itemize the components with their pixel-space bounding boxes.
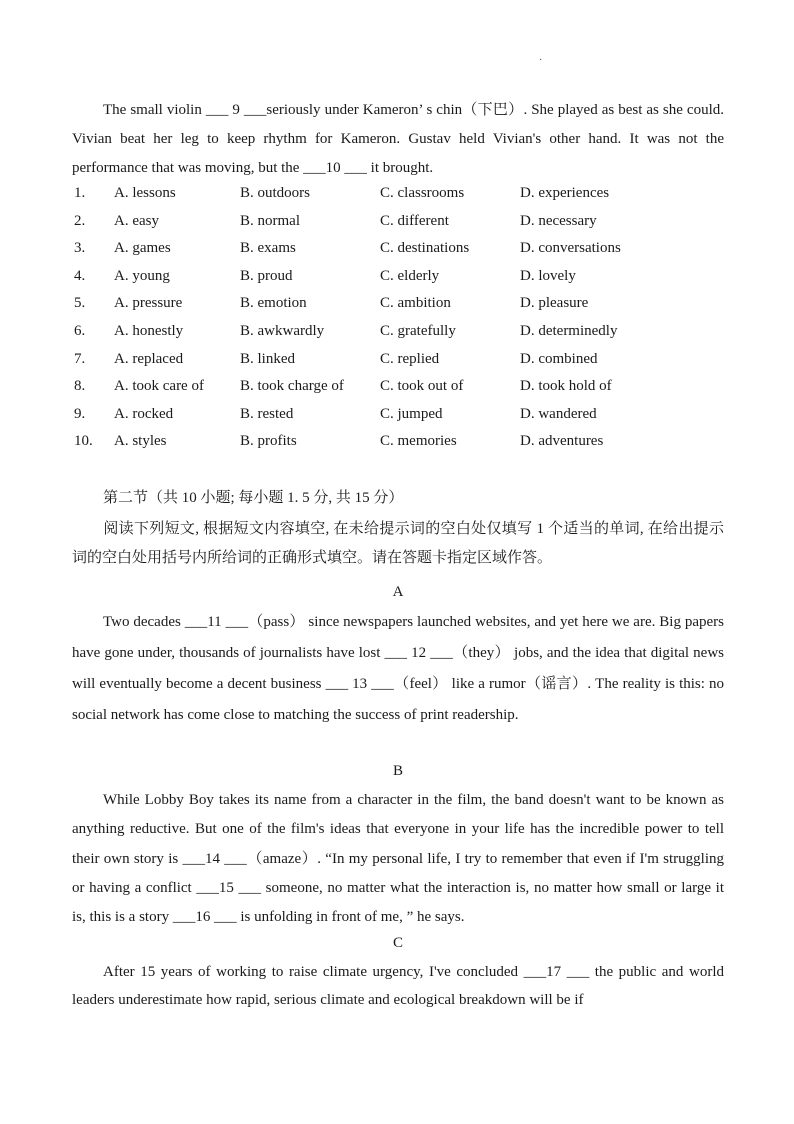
cloze-passage-ending: The small violin ___ 9 ___seriously under Kameron’ s chin（下巴）. She played as best as she could. Vivian beat her leg to keep rhythm for Kameron. Gustav held Vivian's other hand. It was not the performance that was moving, but the ___10 ___ it brought.	[72, 102, 724, 176]
option-d: D. determinedly	[520, 322, 618, 339]
option-d: D. wandered	[520, 405, 597, 422]
passage-a: Two decades ___11 ___（pass） since newspapers launched websites, and yet here we are. Big papers have gone under, thousands of journalists have lost ___ 12 ___（they） jobs, and the idea that digital news will eventually become a decent business ___ 13 ___（feel） like a rumor（谣言）. The reality is this: no social network has come close to matching the success of print readership.	[72, 614, 724, 723]
option-a: A. honestly	[114, 322, 184, 339]
question-row	[72, 236, 724, 264]
question-number: 7.	[74, 350, 86, 367]
option-c: C. elderly	[380, 267, 440, 284]
question-number: 9.	[74, 405, 86, 422]
option-d: D. pleasure	[520, 295, 589, 312]
option-c: C. jumped	[380, 405, 443, 422]
passage-b: While Lobby Boy takes its name from a character in the film, the band doesn't want to be known as anything reductive. But one of the film's ideas that everyone in your life has the incredible power to tell their own story is ___14 ___（amaze）. “In my personal life, I try to remember that even if I'm struggling or having a conflict ___15 ___ someone, no matter what the interaction is, no matter how small or large it is, this is a story ___16 ___ is unfolding in front of me, ” he says.	[72, 792, 724, 926]
section-instructions: 阅读下列短文, 根据短文内容填空, 在未给提示词的空白处仅填写 1 个适当的单词, 在给出提示词的空白处用括号内所给词的正确形式填空。请在答题卡指定区域作答。	[72, 521, 724, 566]
option-b: B. rested	[240, 405, 294, 422]
option-d: D. necessary	[520, 212, 597, 229]
option-b: B. emotion	[240, 295, 307, 312]
option-a: A. took care of	[114, 378, 204, 395]
question-number: 2.	[74, 212, 86, 229]
question-number: 10.	[74, 433, 93, 450]
option-a: A. easy	[114, 212, 159, 229]
option-a: A. replaced	[114, 350, 184, 367]
option-a: A. styles	[114, 433, 167, 450]
option-c: C. destinations	[380, 240, 470, 257]
option-c: C. different	[380, 212, 449, 229]
option-c: C. replied	[380, 350, 440, 367]
passage-heading-a: A	[392, 584, 404, 600]
question-number: 4.	[74, 267, 86, 284]
option-b: B. awkwardly	[240, 322, 325, 339]
option-b: B. normal	[240, 212, 300, 229]
option-c: C. ambition	[380, 295, 451, 312]
option-a: A. pressure	[114, 295, 183, 312]
question-number: 3.	[74, 240, 86, 257]
question-row	[72, 319, 724, 347]
question-row	[72, 429, 724, 457]
question-number: 5.	[74, 295, 86, 312]
option-a: A. lessons	[114, 185, 176, 201]
question-row	[72, 209, 724, 237]
passage-heading-c: C	[392, 935, 403, 951]
passage-c: After 15 years of working to raise climate urgency, I've concluded ___17 ___ the public and world leaders underestimate how rapid, serious climate and ecological breakdown will be if	[72, 964, 724, 1008]
option-d: D. took hold of	[520, 378, 612, 395]
passage-heading-b: B	[392, 763, 403, 779]
option-d: D. combined	[520, 350, 598, 367]
option-b: B. exams	[240, 240, 296, 257]
section-title: 第二节（共 10 小题; 每小题 1. 5 分, 共 15 分）	[103, 490, 404, 506]
option-c: C. memories	[380, 433, 457, 450]
question-row	[72, 181, 724, 209]
option-b: B. profits	[240, 433, 297, 450]
cloze-options-list	[72, 181, 724, 457]
option-c: C. classrooms	[380, 185, 465, 201]
question-number: 1.	[74, 185, 86, 201]
option-b: B. linked	[240, 350, 295, 367]
option-d: D. experiences	[520, 185, 610, 201]
option-d: D. lovely	[520, 267, 576, 284]
option-c: C. gratefully	[380, 322, 456, 339]
option-b: B. took charge of	[240, 378, 344, 395]
option-a: A. games	[114, 240, 171, 257]
question-number: 8.	[74, 378, 86, 395]
option-b: B. proud	[240, 267, 293, 284]
option-d: D. conversations	[520, 240, 621, 257]
question-row	[72, 291, 724, 319]
option-c: C. took out of	[380, 378, 464, 395]
option-d: D. adventures	[520, 433, 604, 450]
option-a: A. rocked	[114, 405, 174, 422]
page-mark: ·	[539, 55, 543, 66]
question-row	[72, 402, 724, 430]
question-row	[72, 264, 724, 292]
option-b: B. outdoors	[240, 185, 311, 201]
option-a: A. young	[114, 267, 170, 284]
question-number: 6.	[74, 322, 86, 339]
question-row	[72, 374, 724, 402]
question-row	[72, 347, 724, 375]
